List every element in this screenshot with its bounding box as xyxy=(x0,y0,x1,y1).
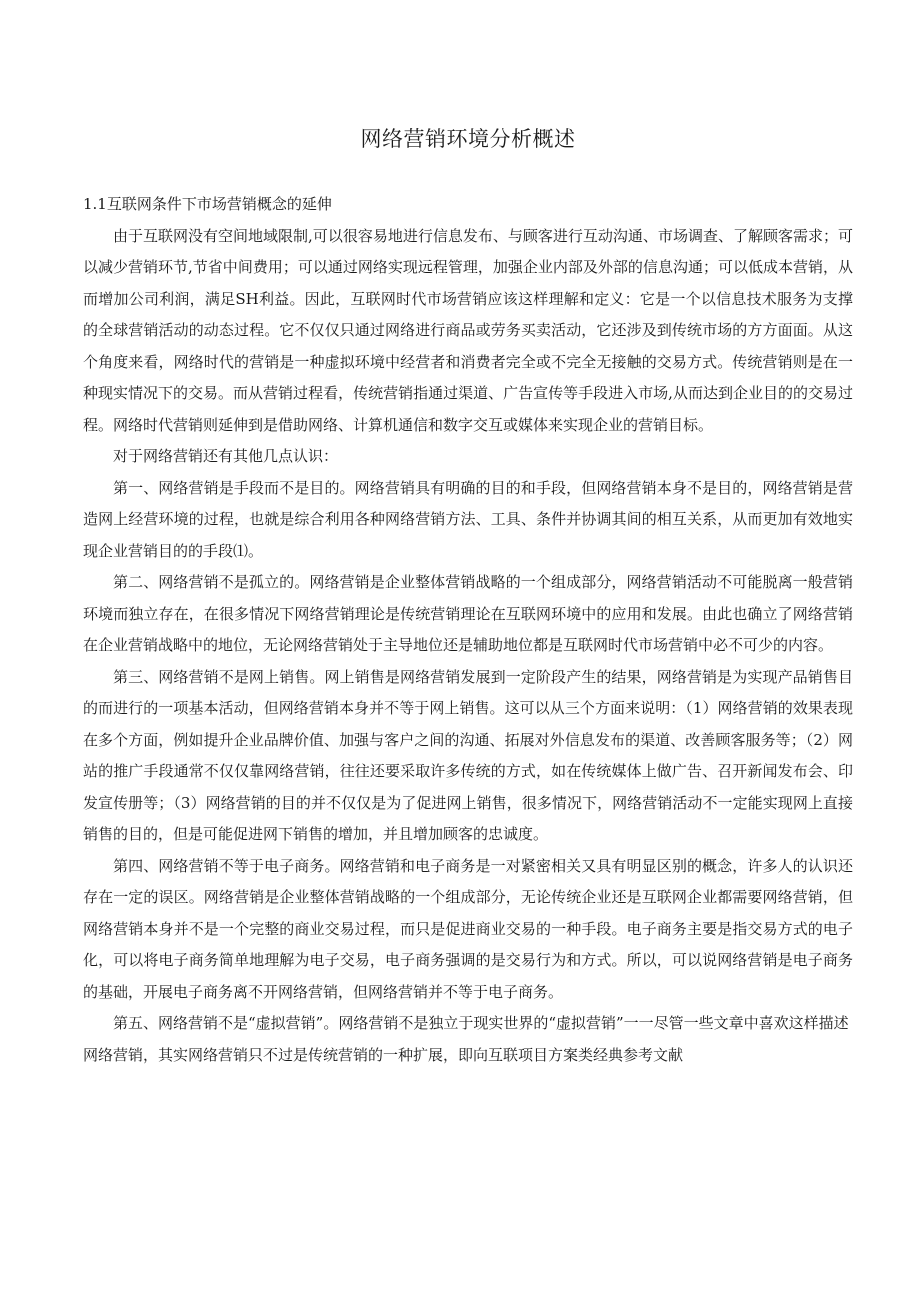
paragraph-point-four: 第四、网络营销不等于电子商务。网络营销和电子商务是一对紧密相关又具有明显区别的概念，许多人的认识还存在一定的误区。网络营销是企业整体营销战略的一个组成部分，无论传统企业还是互联网企业都需要网络营销，但网络营销本身并不是一个完整的商业交易过程，而只是促进商业交易的一种手段。电子商务主要是指交易方式的电子化，可以将电子商务简单地理解为电子交易，电子商务强调的是交易行为和方式。所以，可以说网络营销是电子商务的基础，开展电子商务离不开网络营销，但网络营销并不等于电子商务。 xyxy=(83,856,853,1001)
document-body xyxy=(83,189,853,1071)
paragraph-point-five: 第五、网络营销不是“虚拟营销”。网络营销不是独立于现实世界的“虚拟营销”一一尽管一些文章中喜欢这样描述网络营销，其实网络营销只不过是传统营销的一种扩展，即向互联项目方案类经典参考文献 xyxy=(83,1014,849,1064)
paragraph-point-two: 第二、网络营销不是孤立的。网络营销是企业整体营销战略的一个组成部分，网络营销活动不可能脱离一般营销环境而独立存在，在很多情况下网络营销理论是传统营销理论在互联网环境中的应用和发展。由此也确立了网络营销在企业营销战略中的地位，无论网络营销处于主导地位还是辅助地位都是互联网时代市场营销中必不可少的内容。 xyxy=(83,573,853,654)
paragraph-point-one: 第一、网络营销是手段而不是目的。网络营销具有明确的目的和手段，但网络营销本身不是目的，网络营销是营造网上经营环境的过程，也就是综合利用各种网络营销方法、工具、条件并协调其间的相互关系，从而更加有效地实现企业营销目的的手段⑴。 xyxy=(83,478,853,560)
paragraph-intro: 由于互联网没有空间地域限制,可以很容易地进行信息发布、与顾客进行互动沟通、市场调查、了解顾客需求；可以减少营销环节,节省中间费用；可以通过网络实现远程管理，加强企业内部及外部的信息沟通；可以低成本营销，从而增加公司利润，满足SH利益。因此，互联网时代市场营销应该这样理解和定义：它是一个以信息技术服务为支撑的全球营销活动的动态过程。它不仅仅只通过网络进行商品或劳务买卖活动，它还涉及到传统市场的方方面面。从这个角度来看，网络时代的营销是一种虚拟环境中经营者和消费者完全或不完全无接触的交易方式。传统营销则是在一种现实情况下的交易。而从营销过程看，传统营销指通过渠道、广告宣传等手段进入市场,从而达到企业目的的交易过程。网络时代营销则延伸到是借助网络、计算机通信和数字交互或媒体来实现企业的营销目标。 xyxy=(83,226,853,434)
paragraph-other-views: 对于网络营销还有其他几点认识： xyxy=(113,447,339,465)
paragraph-point-three: 第三、网络营销不是网上销售。网上销售是网络营销发展到一定阶段产生的结果，网络营销是为实现产品销售目的而进行的一项基本活动，但网络营销本身并不等于网上销售。这可以从三个方面来说明：（1）网络营销的效果表现在多个方面，例如提升企业品牌价值、加强与客户之间的沟通、拓展对外信息发布的渠道、改善顾客服务等；（2）网站的推广手段通常不仅仅靠网络营销，往往还要采取许多传统的方式，如在传统媒体上做广告、召开新闻发布会、印发宣传册等；（3）网络营销的目的并不仅仅是为了促进网上销售，很多情况下，网络营销活动不一定能实现网上直接销售的目的，但是可能促进网下销售的增加，并且增加顾客的忠诚度。 xyxy=(83,667,853,843)
document-title: 网络营销环境分析概述 xyxy=(360,127,576,151)
section-heading: 1.1互联网条件下市场营销概念的延伸 xyxy=(83,195,332,213)
